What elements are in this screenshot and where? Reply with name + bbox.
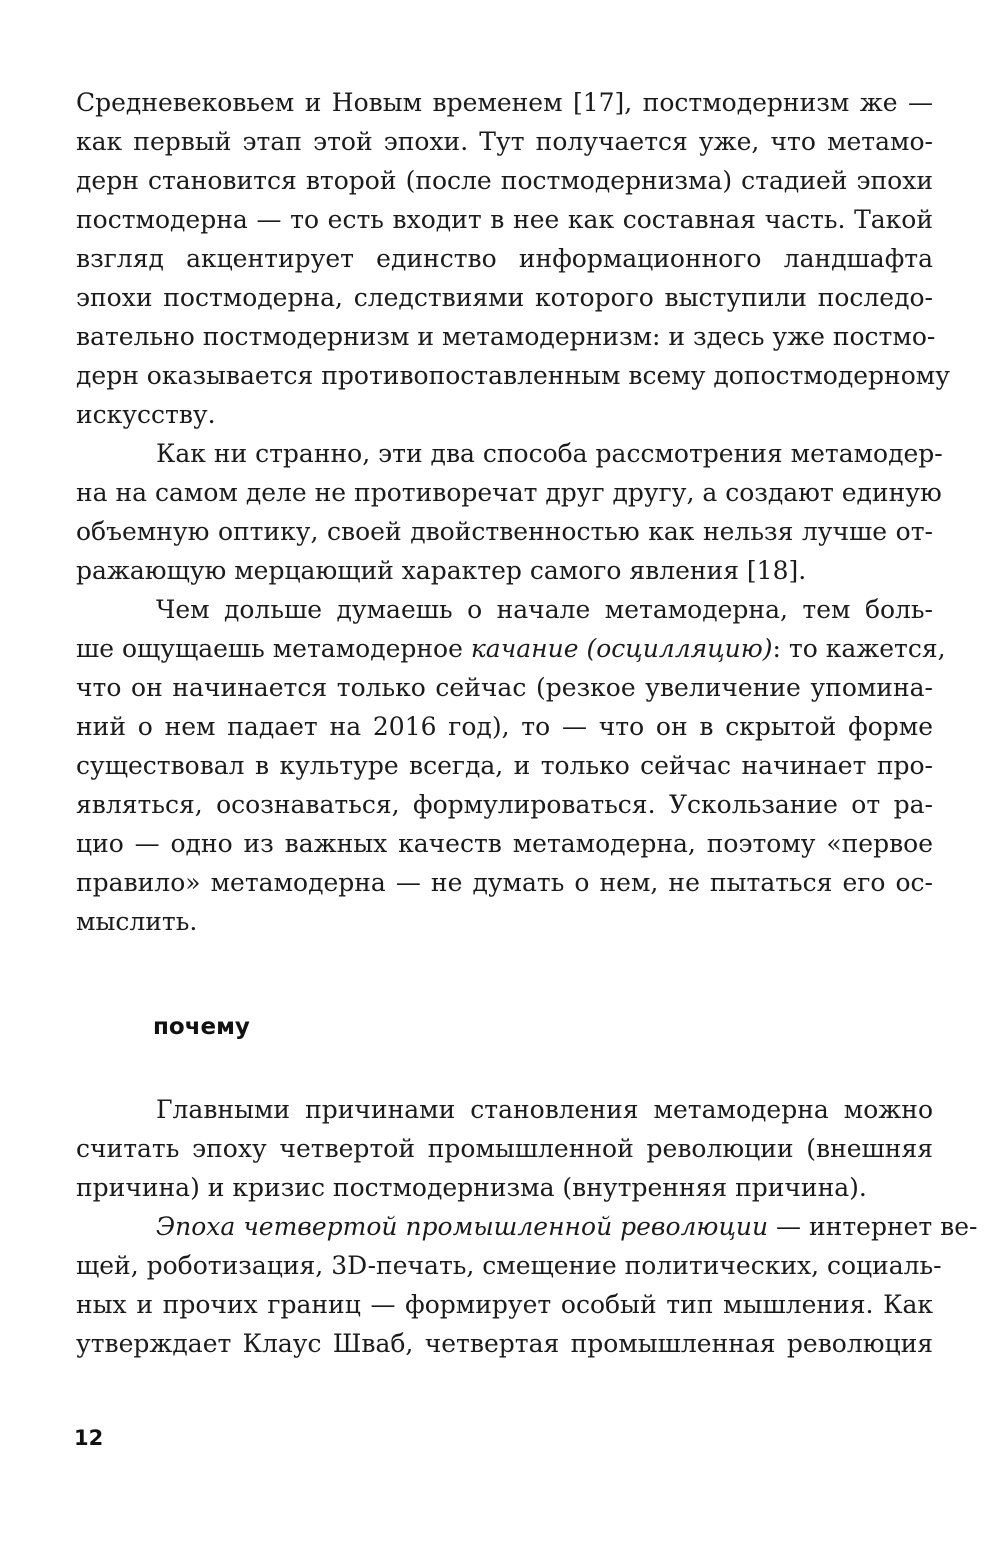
text-line: [156, 593, 933, 627]
text-line: [76, 749, 933, 783]
text-line: [76, 1249, 942, 1283]
italic-term: качание (осцилляцию): [470, 634, 773, 663]
text-line: [76, 710, 933, 744]
text-line: причина) и кризис постмодернизма (внутренняя причина).: [76, 1173, 867, 1202]
text-run: утверждает Клаус Шваб, четвертая промышленная революция: [76, 1329, 933, 1358]
text-line: [76, 788, 933, 822]
text-line: искусству.: [76, 400, 216, 429]
text-run: мыслить.: [76, 907, 198, 936]
text-run: ний о нем падает на 2016 год), то — что он в скрытой форме: [76, 712, 933, 741]
text-run: — интернет ве-: [768, 1212, 978, 1241]
text-line: вательно постмодернизм и метамодернизм: и здесь уже постмо-: [76, 322, 936, 351]
text-line: как первый этап этой эпохи. Тут получается уже, что метамо-: [76, 127, 933, 156]
text-line: [76, 671, 933, 705]
text-line: Как ни странно, эти два способа рассмотрения метамодер-: [156, 439, 943, 468]
text-line: ражающую мерцающий характер самого явления [18].: [76, 556, 807, 585]
text-line: Средневековьем и Новым временем [17], постмодернизм же —: [76, 88, 933, 117]
text-line: [76, 1288, 933, 1322]
section-heading: почему: [153, 1014, 250, 1040]
text-line: взгляд акцентирует единство информационного ландшафта: [76, 244, 933, 273]
text-line: дерн становится второй (после постмодернизма) стадией эпохи: [76, 166, 933, 195]
text-line: [76, 905, 933, 939]
text-line: постмодерна — то есть входит в нее как составная часть. Такой: [76, 205, 933, 234]
text-run: цио — одно из важных качеств метамодерна, поэтому «первое: [76, 829, 933, 858]
text-run: ных и прочих границ — формирует особый тип мышления. Как: [76, 1290, 933, 1319]
text-run: являться, осознаваться, формулироваться. Ускользание от ра-: [76, 790, 933, 819]
text-line: [76, 1327, 933, 1361]
text-run: что он начинается только сейчас (резкое увеличение упомина-: [76, 673, 933, 702]
text-run: существовал в культуре всегда, и только сейчас начинает про-: [76, 751, 933, 780]
text-run: правило» метамодерна — не думать о нем, не пытаться его ос-: [76, 868, 933, 897]
text-line: объемную оптику, своей двойственностью как нельзя лучше от-: [76, 517, 933, 546]
text-run: : то кажется,: [772, 634, 946, 663]
text-line: [76, 632, 946, 666]
text-line: [76, 866, 933, 900]
italic-term: Эпоха четвертой промышленной революции: [156, 1212, 769, 1241]
text-line: Главными причинами становления метамодерна можно: [156, 1095, 933, 1124]
text-run: щей, роботизация, 3D-печать, смещение политических, социаль-: [76, 1251, 942, 1280]
text-line: дерн оказывается противопоставленным всему допостмодерному: [76, 361, 950, 390]
page-number: 12: [74, 1426, 104, 1450]
text-line: эпохи постмодерна, следствиями которого выступили последо-: [76, 283, 933, 312]
text-run: Чем дольше думаешь о начале метамодерна, тем боль-: [156, 595, 933, 624]
text-line: [76, 827, 933, 861]
text-line: [156, 1210, 978, 1244]
text-line: считать эпоху четвертой промышленной революции (внешняя: [76, 1134, 933, 1163]
text-run: ше ощущаешь метамодерное: [76, 634, 471, 663]
text-line: на на самом деле не противоречат друг другу, а создают единую: [76, 478, 942, 507]
